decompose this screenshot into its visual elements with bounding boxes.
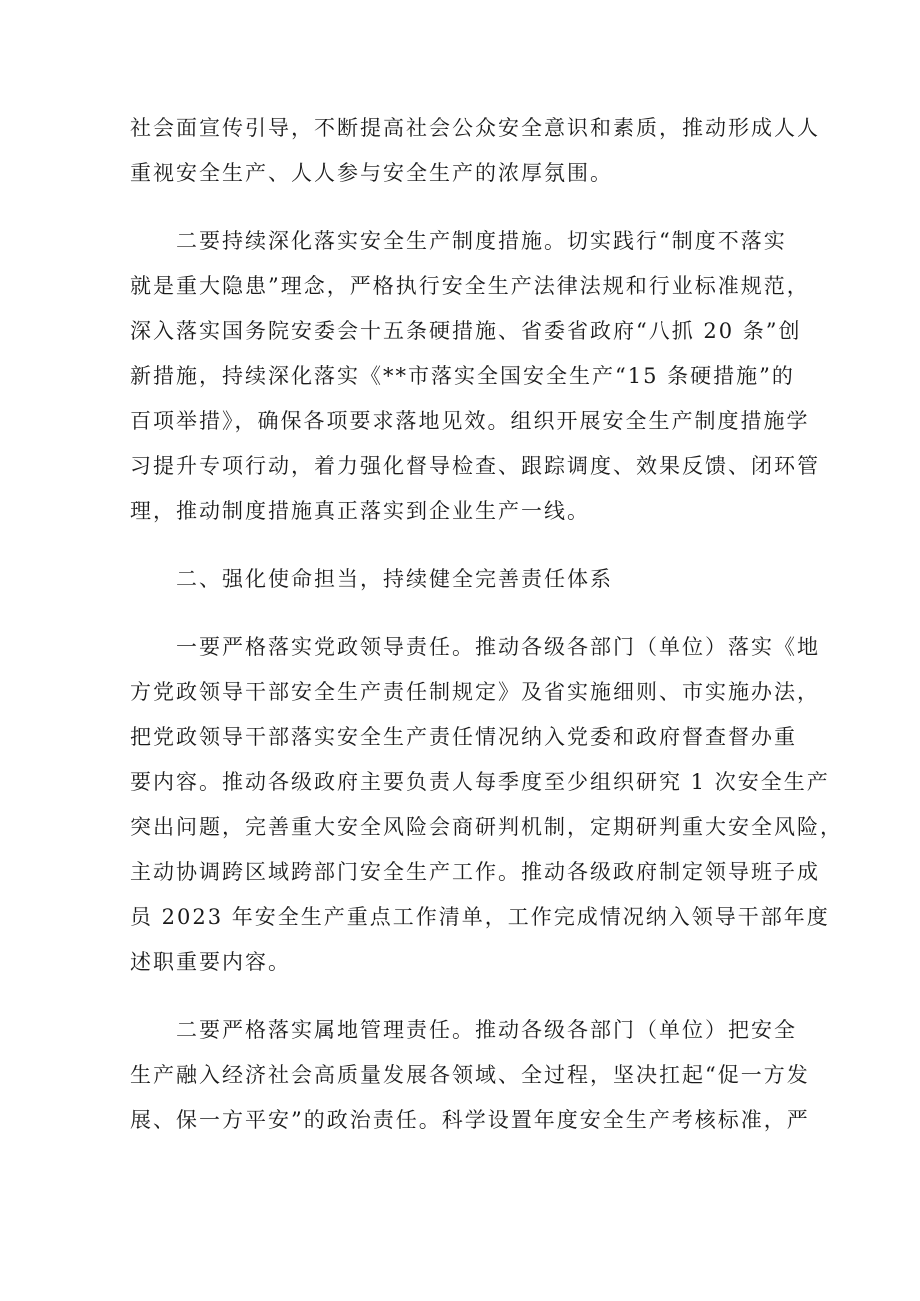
text-line: 二要严格落实属地管理责任。推动各级各部门（单位）把安全 <box>130 1018 797 1042</box>
text-line: 深入落实国务院安委会十五条硬措施、省委省政府“八抓 20 条”创 <box>130 319 802 343</box>
text-line: 述职重要内容。 <box>130 950 291 974</box>
paragraph <box>130 219 820 534</box>
paragraph <box>130 625 843 985</box>
text-line: 生产融入经济社会高质量发展各领域、全过程，坚决扛起“促一方发 <box>130 1063 810 1087</box>
document-body <box>130 106 843 1143</box>
heading-line: 二、强化使命担当，持续健全完善责任体系 <box>130 567 613 591</box>
text-line: 习提升专项行动，着力强化督导检查、跟踪调度、效果反馈、闭环管 <box>130 454 820 478</box>
text-line: 理，推动制度措施真正落实到企业生产一线。 <box>130 499 590 523</box>
paragraph-continued <box>130 106 820 196</box>
text-line: 展、保一方平安”的政治责任。科学设置年度安全生产考核标准，严 <box>130 1108 810 1132</box>
text-line: 新措施，持续深化落实《**市落实全国安全生产“15 条硬措施”的 <box>130 364 795 388</box>
paragraph <box>130 1008 810 1143</box>
text-line: 重视安全生产、人人参与安全生产的浓厚氛围。 <box>130 161 613 185</box>
text-line: 突出问题，完善重大安全风险会商研判机制，定期研判重大安全风险， <box>130 815 843 839</box>
text-line: 百项举措》，确保各项要求落地见效。组织开展安全生产制度措施学 <box>130 409 810 433</box>
text-line: 社会面宣传引导，不断提高社会公众安全意识和素质，推动形成人人 <box>130 116 820 140</box>
text-line: 要内容。推动各级政府主要负责人每季度至少组织研究 1 次安全生产 <box>130 770 830 794</box>
text-line: 一要严格落实党政领导责任。推动各级各部门（单位）落实《地 <box>130 635 820 659</box>
text-line: 把党政领导干部落实安全生产责任情况纳入党委和政府督查督办重 <box>130 725 797 749</box>
text-line: 就是重大隐患”理念，严格执行安全生产法律法规和行业标准规范， <box>130 274 810 298</box>
text-line: 二要持续深化落实安全生产制度措施。切实践行“制度不落实 <box>130 229 787 253</box>
text-line: 主动协调跨区域跨部门安全生产工作。推动各级政府制定领导班子成 <box>130 860 820 884</box>
section-heading <box>130 557 790 602</box>
text-line: 员 2023 年安全生产重点工作清单，工作完成情况纳入领导干部年度 <box>130 905 830 929</box>
text-line: 方党政领导干部安全生产责任制规定》及省实施细则、市实施办法， <box>130 680 820 704</box>
